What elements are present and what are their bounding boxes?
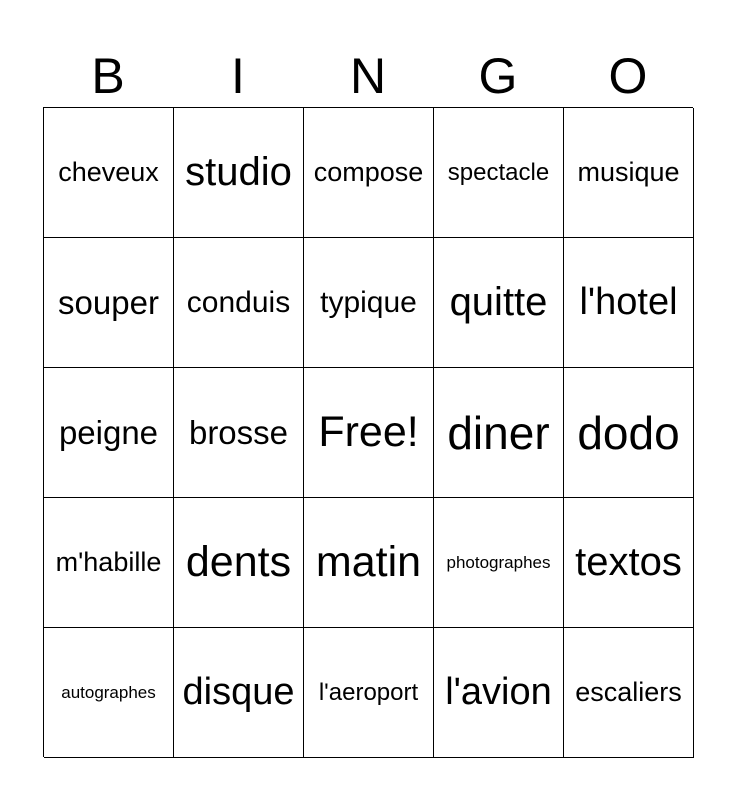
bingo-cell[interactable]: conduis <box>174 238 304 368</box>
header-letter-b: B <box>91 48 125 104</box>
bingo-cell[interactable]: spectacle <box>434 108 564 238</box>
bingo-cell[interactable]: autographes <box>44 628 174 758</box>
bingo-cell[interactable]: l'hotel <box>564 238 694 368</box>
header-letter-n: N <box>349 48 387 104</box>
bingo-cell[interactable]: textos <box>564 498 694 628</box>
header-letter-g: G <box>478 48 518 104</box>
bingo-cell[interactable]: brosse <box>174 368 304 498</box>
free-cell[interactable]: Free! <box>304 368 434 498</box>
bingo-cell[interactable]: compose <box>304 108 434 238</box>
bingo-cell[interactable]: matin <box>304 498 434 628</box>
bingo-board <box>43 107 693 757</box>
bingo-cell[interactable]: disque <box>174 628 304 758</box>
bingo-cell[interactable]: musique <box>564 108 694 238</box>
bingo-cell[interactable]: quitte <box>434 238 564 368</box>
bingo-cell[interactable]: peigne <box>44 368 174 498</box>
bingo-cell[interactable]: souper <box>44 238 174 368</box>
bingo-cell[interactable]: photographes <box>434 498 564 628</box>
bingo-cell[interactable]: l'aeroport <box>304 628 434 758</box>
bingo-cell[interactable]: l'avion <box>434 628 564 758</box>
bingo-cell[interactable]: studio <box>174 108 304 238</box>
header-letter-o: O <box>608 48 648 104</box>
bingo-cell[interactable]: escaliers <box>564 628 694 758</box>
bingo-cell[interactable]: typique <box>304 238 434 368</box>
bingo-cell[interactable]: cheveux <box>44 108 174 238</box>
bingo-header <box>43 44 693 108</box>
bingo-cell[interactable]: diner <box>434 368 564 498</box>
bingo-cell[interactable]: dodo <box>564 368 694 498</box>
bingo-cell[interactable]: dents <box>174 498 304 628</box>
header-letter-i: I <box>231 48 245 104</box>
bingo-cell[interactable]: m'habille <box>44 498 174 628</box>
